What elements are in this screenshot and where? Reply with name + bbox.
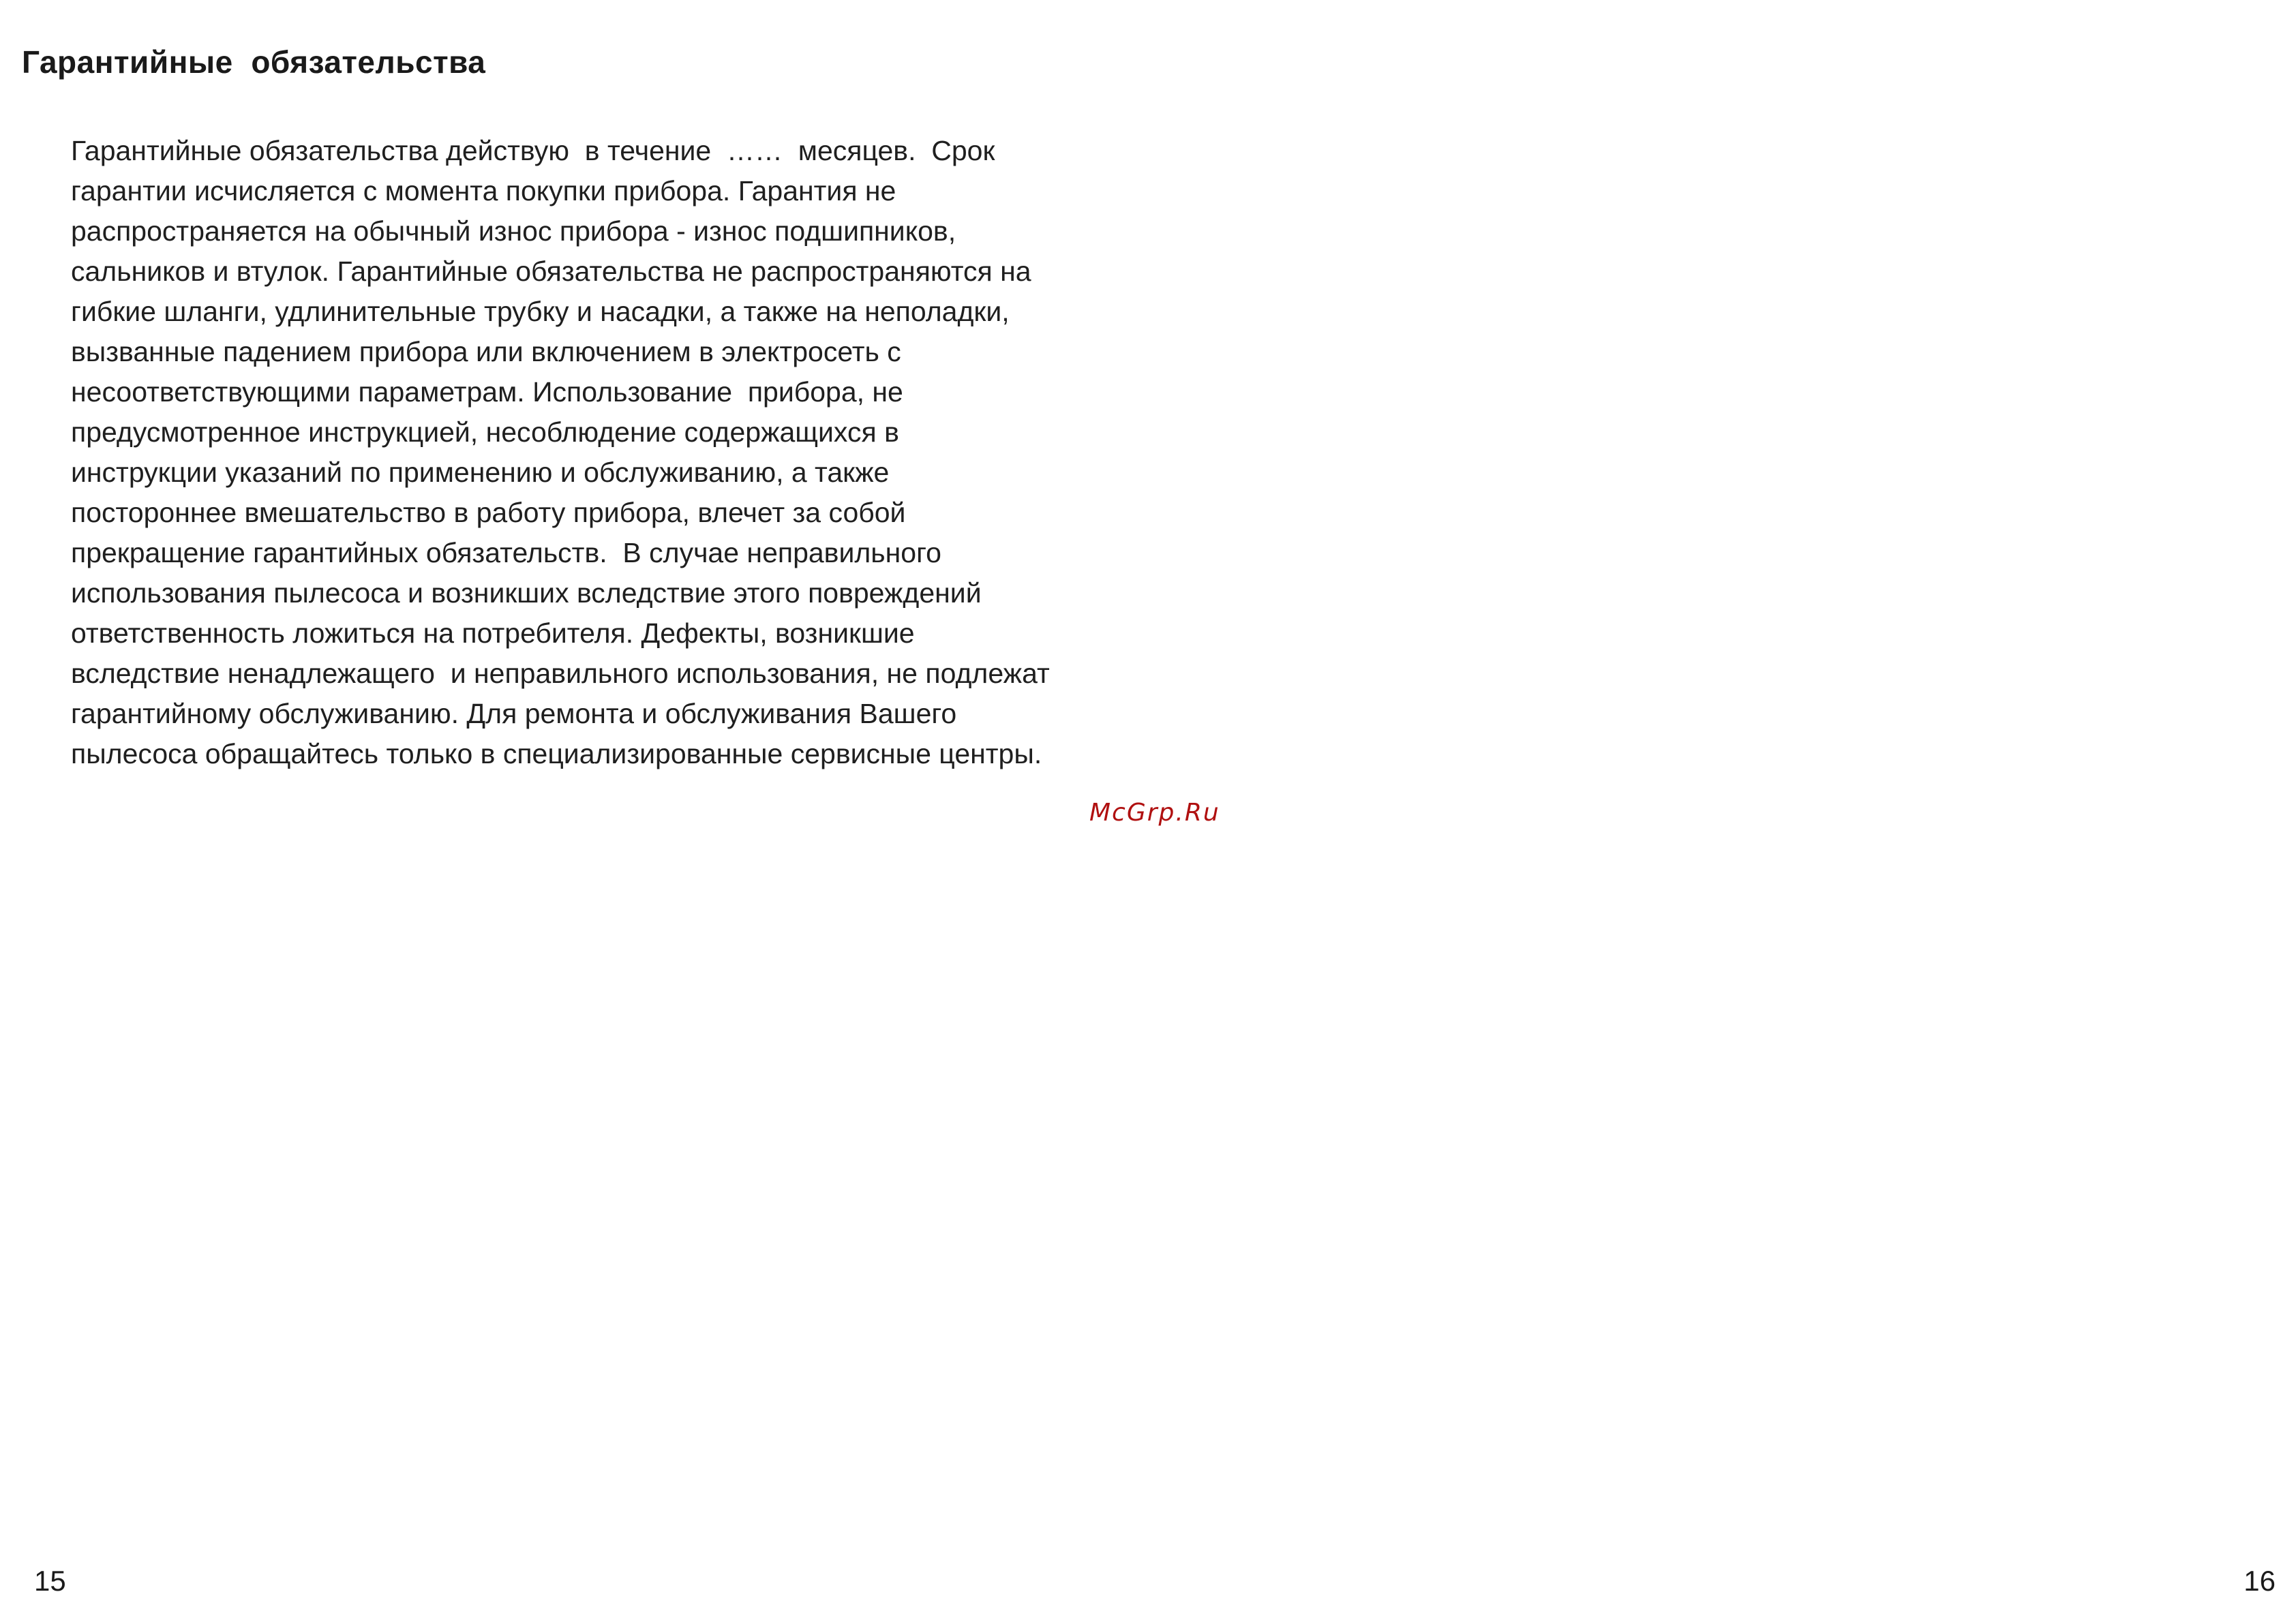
- paragraph-line: гарантии исчисляется с момента покупки прибора. Гарантия не: [71, 175, 896, 206]
- paragraph-line: предусмотренное инструкцией, несоблюдение содержащихся в: [71, 416, 899, 448]
- watermark-text: McGrp.Ru: [1089, 799, 1220, 827]
- paragraph-line: сальников и втулок. Гарантийные обязательства не распространяются на: [71, 256, 1031, 287]
- paragraph-line: вызванные падением прибора или включением в электросеть с: [71, 336, 901, 367]
- paragraph-line: Гарантийные обязательства действую в течение …… месяцев. Срок: [71, 135, 995, 166]
- paragraph-line: ответственность ложиться на потребителя. Дефекты, возникшие: [71, 617, 915, 649]
- section-title: Гарантийные обязательства: [22, 44, 486, 80]
- page-number-left: 15: [34, 1565, 66, 1597]
- page-number-right: 16: [2244, 1565, 2276, 1597]
- paragraph-line: использования пылесоса и возникших вследствие этого повреждений: [71, 577, 982, 609]
- paragraph-line: распространяется на обычный износ прибора - износ подшипников,: [71, 215, 956, 247]
- paragraph-line: пылесоса обращайтесь только в специализированные сервисные центры.: [71, 738, 1042, 769]
- paragraph-line: гибкие шланги, удлинительные трубку и насадки, а также на неполадки,: [71, 296, 1010, 327]
- paragraph-line: вследствие ненадлежащего и неправильного использования, не подлежат: [71, 658, 1050, 689]
- paragraph-line: постороннее вмешательство в работу прибора, влечет за собой: [71, 497, 906, 528]
- warranty-paragraph: [71, 131, 1162, 774]
- paragraph-line: прекращение гарантийных обязательств. В случае неправильного: [71, 537, 941, 568]
- paragraph-line: несоответствующими параметрам. Использование прибора, не: [71, 376, 903, 408]
- paragraph-line: гарантийному обслуживанию. Для ремонта и обслуживания Вашего: [71, 698, 957, 729]
- paragraph-line: инструкции указаний по применению и обслуживанию, а также: [71, 457, 890, 488]
